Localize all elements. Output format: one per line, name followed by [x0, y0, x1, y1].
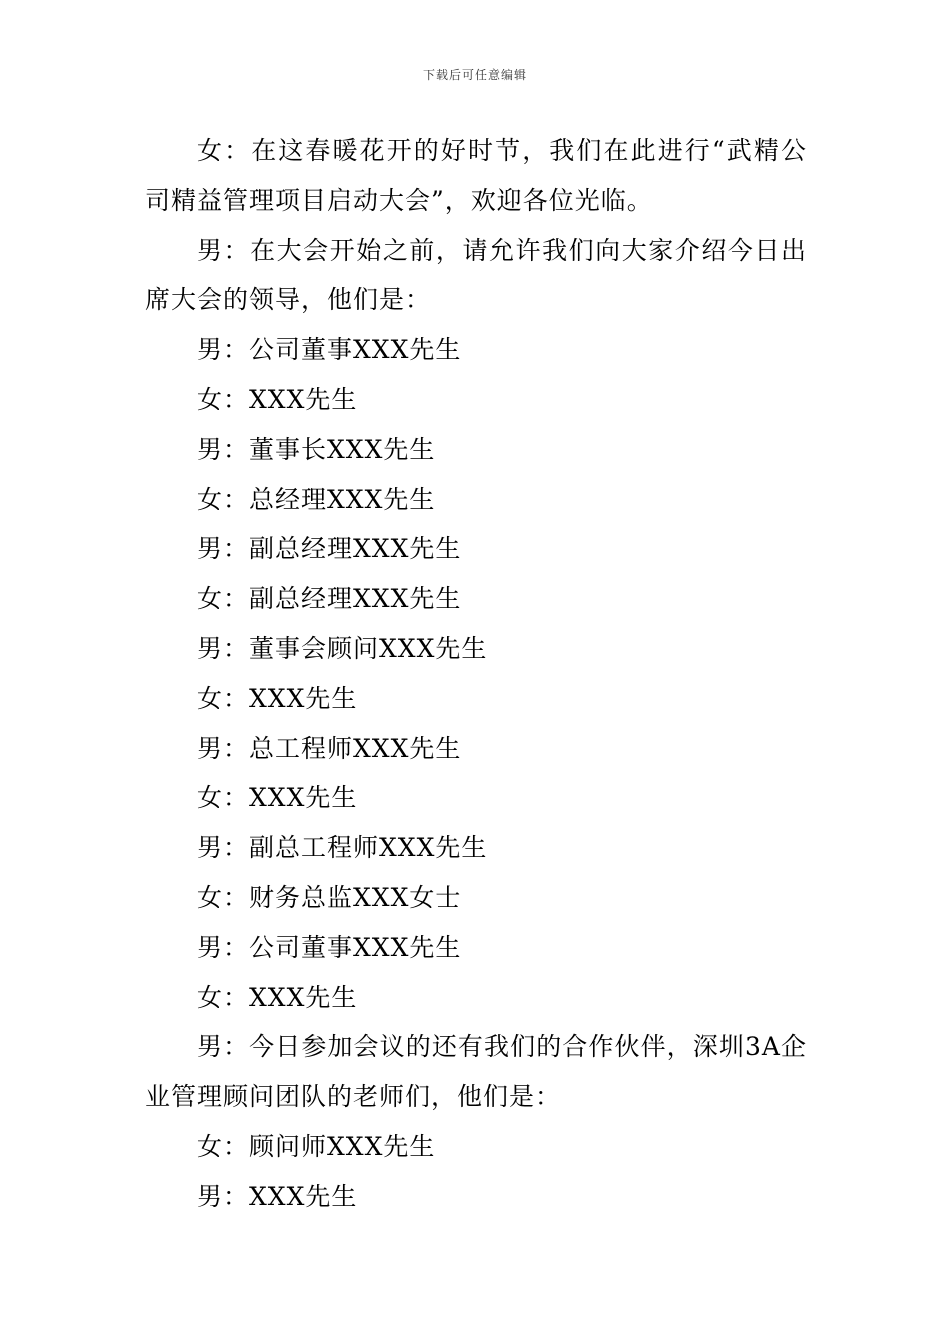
paragraph: 男：公司董事XXX先生: [197, 335, 462, 365]
paragraph: 女：财务总监XXX女士: [197, 882, 462, 912]
paragraph: 女：顾问师XXX先生: [197, 1131, 436, 1161]
paragraph: 女：XXX先生: [197, 683, 358, 713]
paragraph: 男：XXX先生: [197, 1181, 358, 1211]
paragraph: 女：副总经理XXX先生: [197, 584, 462, 614]
paragraph: 男：在大会开始之前，请允许我们向大家介绍今日出席大会的领导，他们是：: [145, 235, 807, 315]
page-header: 下载后可任意编辑: [422, 68, 527, 82]
paragraph: 男：副总经理XXX先生: [197, 534, 462, 564]
paragraph: 女：XXX先生: [197, 783, 358, 813]
paragraph: 女：在这春暖花开的好时节，我们在此进行“武精公司精益管理项目启动大会”，欢迎各位光临。: [145, 136, 807, 215]
paragraph: 男：今日参加会议的还有我们的合作伙伴，深圳3A企业管理顾问团队的老师们，他们是：: [145, 1032, 807, 1112]
paragraph: 男：总工程师XXX先生: [197, 733, 462, 763]
paragraph: 女：总经理XXX先生: [197, 484, 436, 514]
document-body: [145, 126, 807, 1222]
paragraph: 男：公司董事XXX先生: [197, 932, 462, 962]
paragraph: 女：XXX先生: [197, 384, 358, 414]
paragraph: 男：董事会顾问XXX先生: [197, 633, 488, 663]
paragraph: 男：董事长XXX先生: [197, 434, 436, 464]
paragraph: 女：XXX先生: [197, 982, 358, 1012]
paragraph: 男：副总工程师XXX先生: [197, 833, 488, 863]
